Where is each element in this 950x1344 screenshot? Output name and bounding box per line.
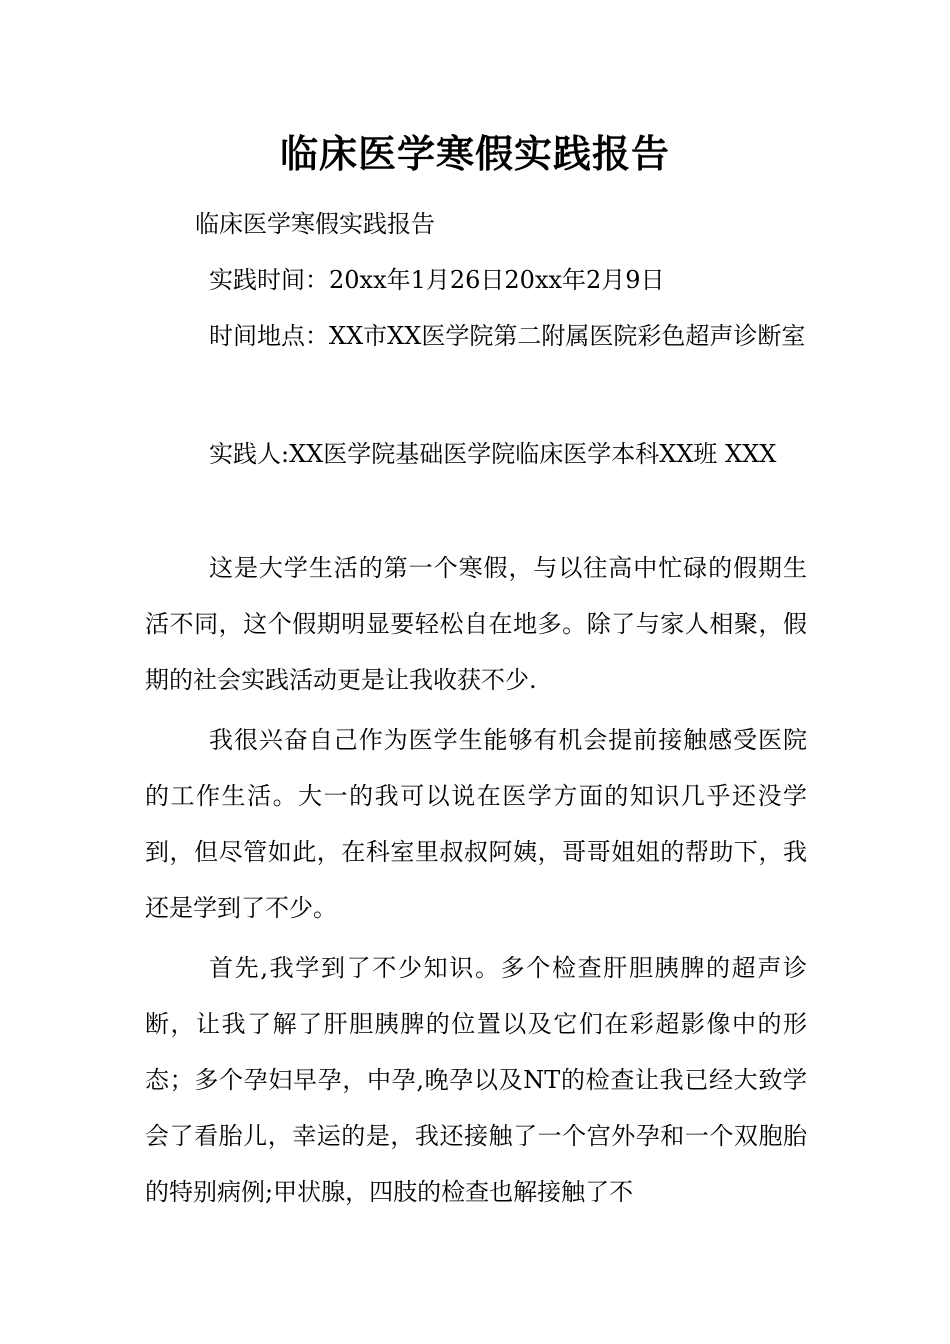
document-title: 临床医学寒假实践报告: [279, 131, 670, 176]
body-paragraph-2: 我很兴奋自己作为医学生能够有机会提前接触感受医院的工作生活。大一的我可以说在医学方面的知识几乎还没学到，但尽管如此，在科室里叔叔阿姨，哥哥姐姐的帮助下，我还是学到了不少。: [145, 726, 807, 922]
subtitle-line: 临床医学寒假实践报告: [195, 210, 435, 238]
body-paragraph-1: 这是大学生活的第一个寒假，与以往高中忙碌的假期生活不同，这个假期明显要轻松自在地多。除了与家人相聚，假期的社会实践活动更是让我收获不少.: [145, 554, 807, 694]
body-paragraph-3: 首先,我学到了不少知识。多个检查肝胆胰脾的超声诊断，让我了解了肝胆胰脾的位置以及它们在彩超影像中的形态；多个孕妇早孕，中孕,晚孕以及NT的检查让我已经大致学会了看胎儿，幸运的是，我还接触了一个宫外孕和一个双胞胎的特别病例;甲状腺，四肢的检查也解接触了不: [145, 954, 807, 1206]
practice-time-line: 实践时间：20xx年1月26日20xx年2月9日: [209, 266, 665, 294]
practitioner-line: 实践人:XX医学院基础医学院临床医学本科XX班 XXX: [209, 440, 777, 468]
location-paragraph: 时间地点：XX市XX医学院第二附属医院彩色超声诊断室: [209, 322, 806, 350]
